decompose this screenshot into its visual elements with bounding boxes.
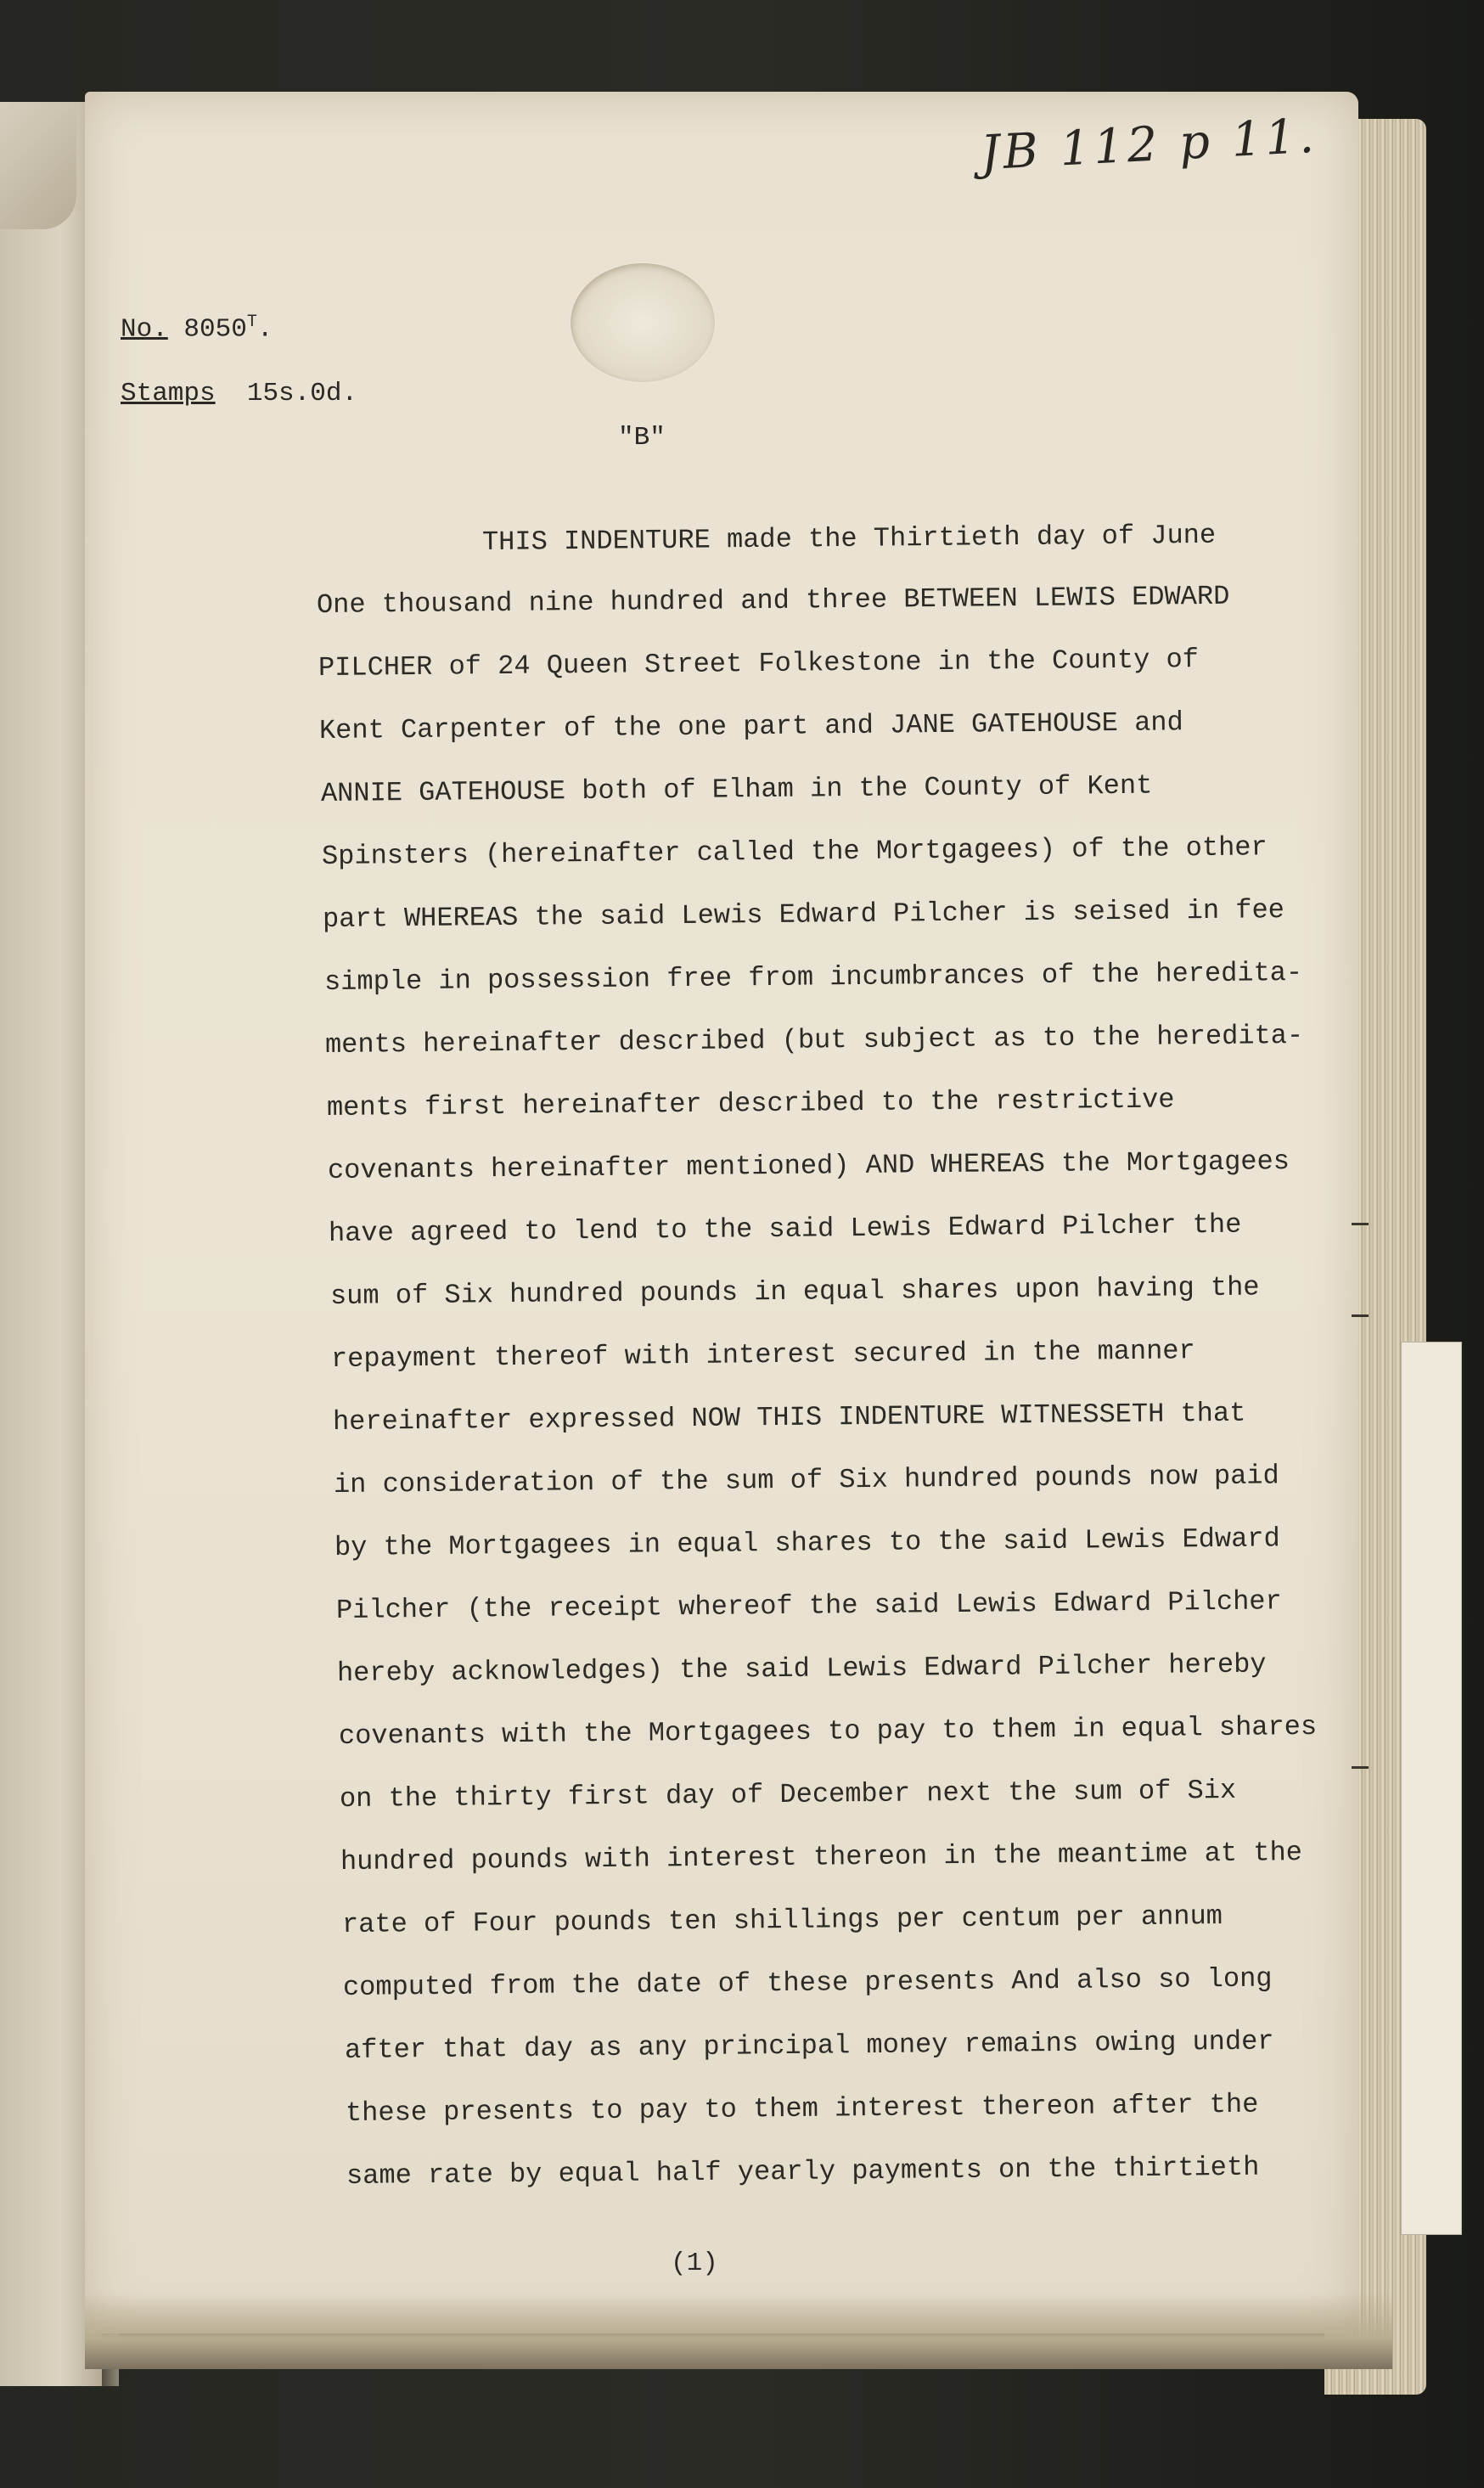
body-line: part WHEREAS the said Lewis Edward Pilcher is seised in fee [323,894,1285,935]
body-line: PILCHER of 24 Queen Street Folkestone in the County of [318,644,1199,684]
number-suffix: T [246,312,257,332]
body-line: hereby acknowledges) the said Lewis Edward Pilcher hereby [337,1648,1267,1689]
body-line: have agreed to lend to the said Lewis Edward Pilcher the [329,1208,1242,1249]
number-value: 8050 [183,314,247,345]
body-line: on the thirty first day of December next the sum of Six [339,1774,1237,1815]
body-line: after that day as any principal money remains owing under [344,2025,1274,2066]
body-line: hundred pounds with interest thereon in the meantime at the [340,1837,1303,1877]
body-line: by the Mortgagees in equal shares to the said Lewis Edward [334,1523,1281,1563]
body-line: ANNIE GATEHOUSE both of Elham in the County of Kent [320,769,1153,809]
left-page-curl [0,102,76,229]
page-number: (1) [671,2249,718,2278]
body-line: One thousand nine hundred and three BETWEEN LEWIS EDWARD [317,580,1230,621]
embossed-seal [571,263,715,382]
stamps-value: 15s.0d. [246,379,358,408]
section-heading: "B" [618,423,666,453]
body-line: Kent Carpenter of the one part and JANE GATEHOUSE and [319,706,1184,746]
body-line: covenants with the Mortgagees to pay to them in equal shares [338,1710,1317,1752]
handwritten-reference: JB 112 p 11. [979,108,1319,182]
body-line: sum of Six hundred pounds in equal shares upon having the [329,1271,1260,1312]
page-bottom-wear [85,2293,1392,2369]
stamps-label: Stamps [121,379,216,408]
document-number: No. $8050^T$. [121,312,273,345]
body-line: rate of Four pounds ten shillings per centum per annum [341,1900,1223,1940]
body-line: same rate by equal half yearly payments on the thirtieth [346,2151,1260,2192]
body-line: THIS INDENTURE made the Thirtieth day of June [481,519,1217,558]
number-label: No. [121,314,168,345]
stamps-line [121,379,357,408]
inserted-slip [1401,1342,1462,2235]
body-line: Spinsters (hereinafter called the Mortgagees) of the other [321,831,1268,872]
body-line: simple in possession free from incumbrances of the heredita- [323,956,1303,998]
body-line: Pilcher (the receipt whereof the said Lewis Edward Pilcher [335,1585,1282,1626]
body-line: repayment thereof with interest secured in the manner [331,1335,1196,1375]
body-line: covenants hereinafter mentioned) AND WHEREAS the Mortgagees [327,1145,1290,1186]
body-line: hereinafter expressed NOW THIS INDENTURE WITNESSETH that [332,1397,1246,1438]
body-line: these presents to pay to them interest thereon after the [345,2088,1259,2129]
body-line: ments first hereinafter described to the restrictive [326,1084,1175,1123]
body-line: ments hereinafter described (but subject as to the heredita- [325,1019,1304,1061]
margin-tick [1352,1223,1369,1225]
body-line: in consideration of the sum of Six hundred pounds now paid [333,1460,1279,1500]
body-line: computed from the date of these presents And also so long [343,1962,1273,2003]
margin-tick [1352,1766,1369,1769]
margin-tick [1352,1314,1369,1317]
